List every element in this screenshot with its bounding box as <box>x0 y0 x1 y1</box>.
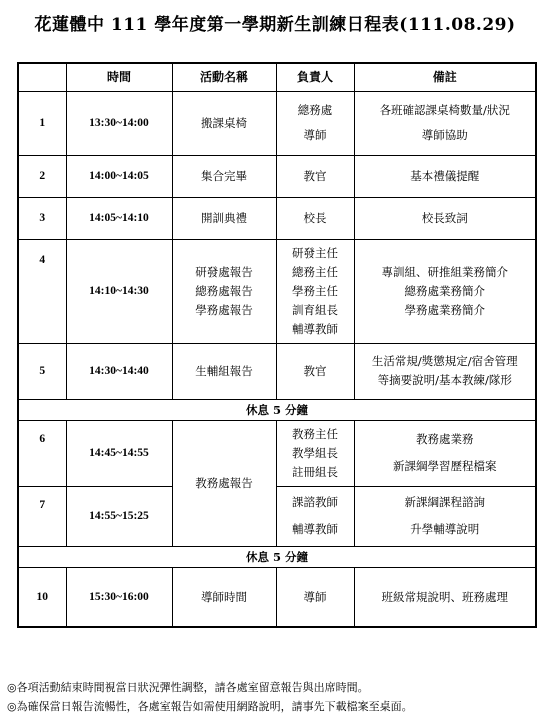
row-person <box>276 486 354 546</box>
footnote-line: ◎各項活動結束時間視當日狀況彈性調整，請各處室留意報告與出席時間。 <box>7 681 369 694</box>
row-number: 4 <box>18 239 66 343</box>
table-row <box>18 197 536 239</box>
activity-line: 總務處報告 <box>195 283 253 298</box>
note-line: 等摘要說明/基本教練/隊形 <box>377 373 512 387</box>
note-line: 新課綱課程諮詢 <box>404 495 485 509</box>
row-activity: 生輔組報告 <box>172 343 276 399</box>
row-activity <box>172 239 276 343</box>
person-line: 教學組長 <box>292 445 338 460</box>
row-number: 10 <box>18 567 66 627</box>
row-time: 14:30~14:40 <box>66 343 172 399</box>
row-note <box>354 239 536 343</box>
activity-line: 搬課桌椅 <box>201 115 247 130</box>
schedule-table <box>17 62 537 628</box>
row-number: 7 <box>18 486 66 546</box>
table-row <box>18 486 536 546</box>
note-line: 升學輔導說明 <box>410 522 480 536</box>
row-activity: 開訓典禮 <box>172 197 276 239</box>
row-time: 14:10~14:30 <box>66 239 172 343</box>
break-label: 休息 5 分鐘 <box>18 399 536 420</box>
activity-line: 研發處報告 <box>195 264 253 279</box>
row-person <box>276 91 354 155</box>
note-line: 專訓組、研推組業務簡介 <box>381 264 508 279</box>
row-note <box>354 420 536 486</box>
row-number: 3 <box>18 197 66 239</box>
row-activity: 導師時間 <box>172 567 276 627</box>
person-line: 導師 <box>303 128 327 142</box>
break-label: 休息 5 分鐘 <box>18 546 536 567</box>
row-person: 教官 <box>276 155 354 197</box>
header-person: 負責人 <box>276 63 354 91</box>
row-note: 校長致詞 <box>354 197 536 239</box>
person-line: 總務處 <box>297 103 333 117</box>
person-line: 研發主任 <box>292 245 338 260</box>
row-number: 5 <box>18 343 66 399</box>
row-note: 基本禮儀提醒 <box>354 155 536 197</box>
note-line: 教務處業務 <box>416 432 474 446</box>
note-line: 生活常規/獎懲規定/宿舍管理 <box>371 354 518 368</box>
row-person: 教官 <box>276 343 354 399</box>
row-note <box>354 486 536 546</box>
table-row <box>18 239 536 343</box>
row-note: 班級常規說明、班務處理 <box>354 567 536 627</box>
table-row <box>18 343 536 399</box>
table-row <box>18 567 536 627</box>
row-number: 6 <box>18 420 66 486</box>
row-note <box>354 343 536 399</box>
note-line: 各班確認課桌椅數量/狀況 <box>379 103 510 117</box>
row-activity <box>172 91 276 155</box>
note-line: 新課綱學習歷程檔案 <box>393 459 497 473</box>
break-row <box>18 546 536 567</box>
header-time: 時間 <box>66 63 172 91</box>
footnotes <box>7 678 413 716</box>
activity-line: 學務處報告 <box>195 302 253 317</box>
row-number: 2 <box>18 155 66 197</box>
table-row <box>18 91 536 155</box>
row-note <box>354 91 536 155</box>
row-person: 校長 <box>276 197 354 239</box>
row-time: 14:45~14:55 <box>66 420 172 486</box>
person-line: 學務主任 <box>292 283 338 298</box>
note-line: 導師協助 <box>421 128 468 142</box>
note-line: 總務處業務簡介 <box>404 283 485 298</box>
row-time: 14:00~14:05 <box>66 155 172 197</box>
table-row <box>18 155 536 197</box>
person-line: 課諮教師 <box>292 495 338 509</box>
header-num <box>18 63 66 91</box>
page-title: 花蓮體中 111 學年度第一學期新生訓練日程表(111.08.29) <box>34 15 516 35</box>
row-number: 1 <box>18 91 66 155</box>
row-time: 15:30~16:00 <box>66 567 172 627</box>
table-row <box>18 420 536 486</box>
person-line: 輔導教師 <box>292 321 338 336</box>
row-person <box>276 420 354 486</box>
row-time: 13:30~14:00 <box>66 91 172 155</box>
table-header-row <box>18 63 536 91</box>
break-row <box>18 399 536 420</box>
row-activity-merged: 教務處報告 <box>172 420 276 546</box>
footnote-line: ◎為確保當日報告流暢性，各處室報告如需使用網路說明，請事先下載檔案至桌面。 <box>7 700 413 713</box>
person-line: 教務主任 <box>292 426 338 441</box>
person-line: 註冊組長 <box>292 464 338 479</box>
header-activity: 活動名稱 <box>172 63 276 91</box>
row-person: 導師 <box>276 567 354 627</box>
note-line: 學務處業務簡介 <box>404 302 485 317</box>
person-line: 輔導教師 <box>292 522 338 536</box>
row-time: 14:05~14:10 <box>66 197 172 239</box>
person-line: 總務主任 <box>292 264 338 279</box>
header-note: 備註 <box>354 63 536 91</box>
row-time: 14:55~15:25 <box>66 486 172 546</box>
person-line: 訓育組長 <box>292 302 338 317</box>
row-activity: 集合完畢 <box>172 155 276 197</box>
row-person <box>276 239 354 343</box>
